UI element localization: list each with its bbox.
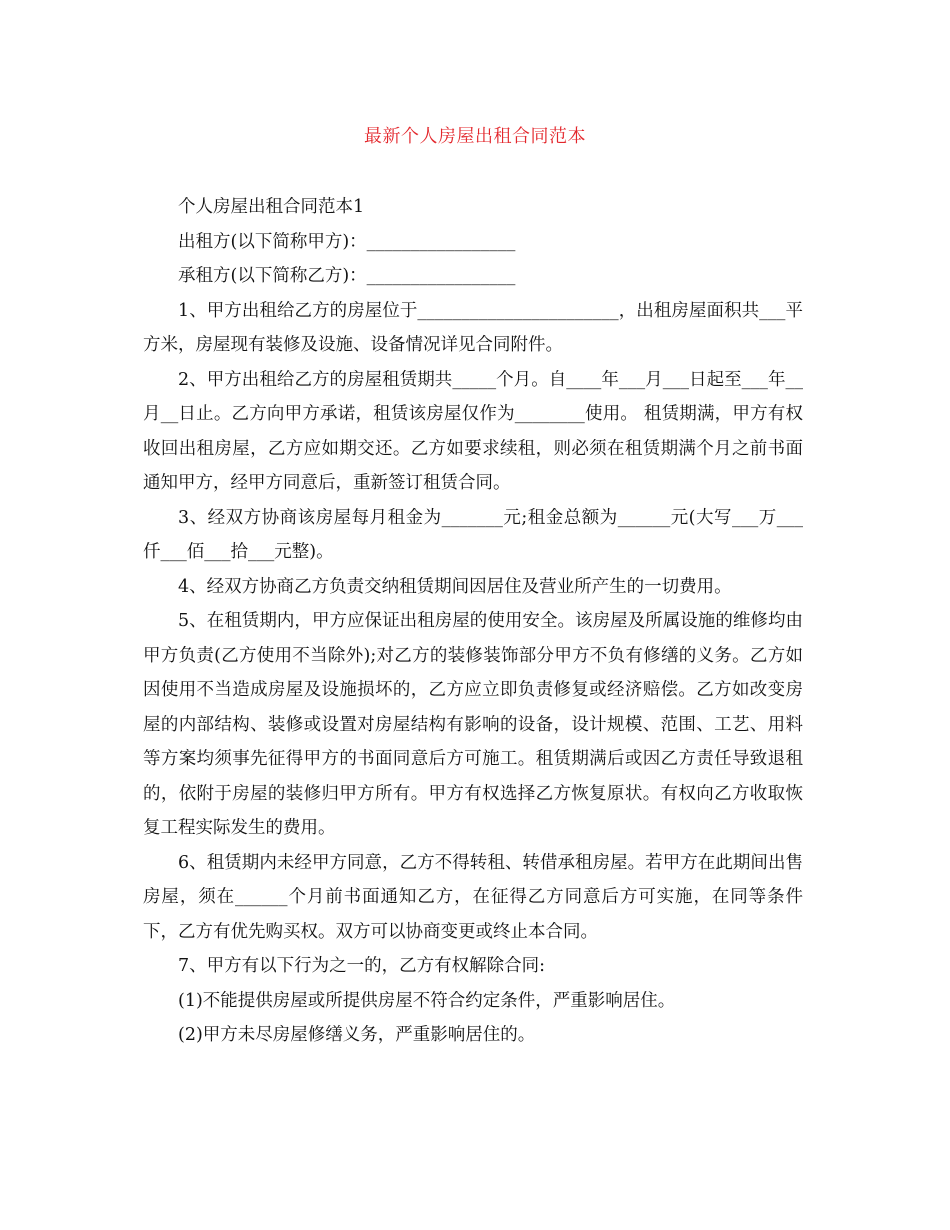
clause-6: 6、租赁期内未经甲方同意，乙方不得转租、转借承租房屋。若甲方在此期间出售房屋，须在______个月前书面通知乙方，在征得乙方同意后方可实施，在同等条件下，乙方有优先购买权。双方可以协商变更或终止本合同。 xyxy=(143,852,803,942)
clause-7-item-2: (2)甲方未尽房屋修缮义务，严重影响居住的。 xyxy=(178,1025,536,1045)
document-body xyxy=(143,190,803,1053)
clause-5: 5、在租赁期内，甲方应保证出租房屋的使用安全。该房屋及所属设施的维修均由甲方负责(乙方使用不当除外);对乙方的装修装饰部分甲方不负有修缮的义务。乙方如因使用不当造成房屋及设施损坏的，乙方应立即负责修复或经济赔偿。乙方如改变房屋的内部结构、装修或设置对房屋结构有影响的设备，设计规模、范围、工艺、用料等方案均须事先征得甲方的书面同意后方可施工。租赁期满后或因乙方责任导致退租的，依附于房屋的装修归甲方所有。甲方有权选择乙方恢复原状。有权向乙方收取恢复工程实际发生的费用。 xyxy=(143,611,803,838)
document-title: 最新个人房屋出租合同范本 xyxy=(364,126,586,147)
clause-1: 1、甲方出租给乙方的房屋位于_______________________，出租房屋面积共___平方米，房屋现有装修及设施、设备情况详见合同附件。 xyxy=(143,300,803,355)
lessee-line: 承租方(以下简称乙方)：_________________ xyxy=(178,266,516,286)
contract-subtitle: 个人房屋出租合同范本1 xyxy=(178,197,365,217)
clause-7-item-1: (1)不能提供房屋或所提供房屋不符合约定条件，严重影响居住。 xyxy=(178,990,676,1011)
clause-4: 4、经双方协商乙方负责交纳租赁期间因居住及营业所产生的一切费用。 xyxy=(178,576,732,597)
clause-2: 2、甲方出租给乙方的房屋租赁期共_____个月。自____年___月___日起至___年__月__日止。乙方向甲方承诺，租赁该房屋仅作为________使用。 租赁期满，甲方有权收回出租房屋，乙方应如期交还。乙方如要求续租，则必须在租赁期满个月之前书面通知甲方，经甲方同意后，重新签订租赁合同。 xyxy=(143,369,803,493)
lessor-line: 出租方(以下简称甲方)：_________________ xyxy=(178,231,516,252)
clause-3: 3、经双方协商该房屋每月租金为_______元;租金总额为______元(大写___万___仟___佰___拾___元整)。 xyxy=(143,507,803,562)
clause-7: 7、甲方有以下行为之一的，乙方有权解除合同: xyxy=(178,956,546,976)
